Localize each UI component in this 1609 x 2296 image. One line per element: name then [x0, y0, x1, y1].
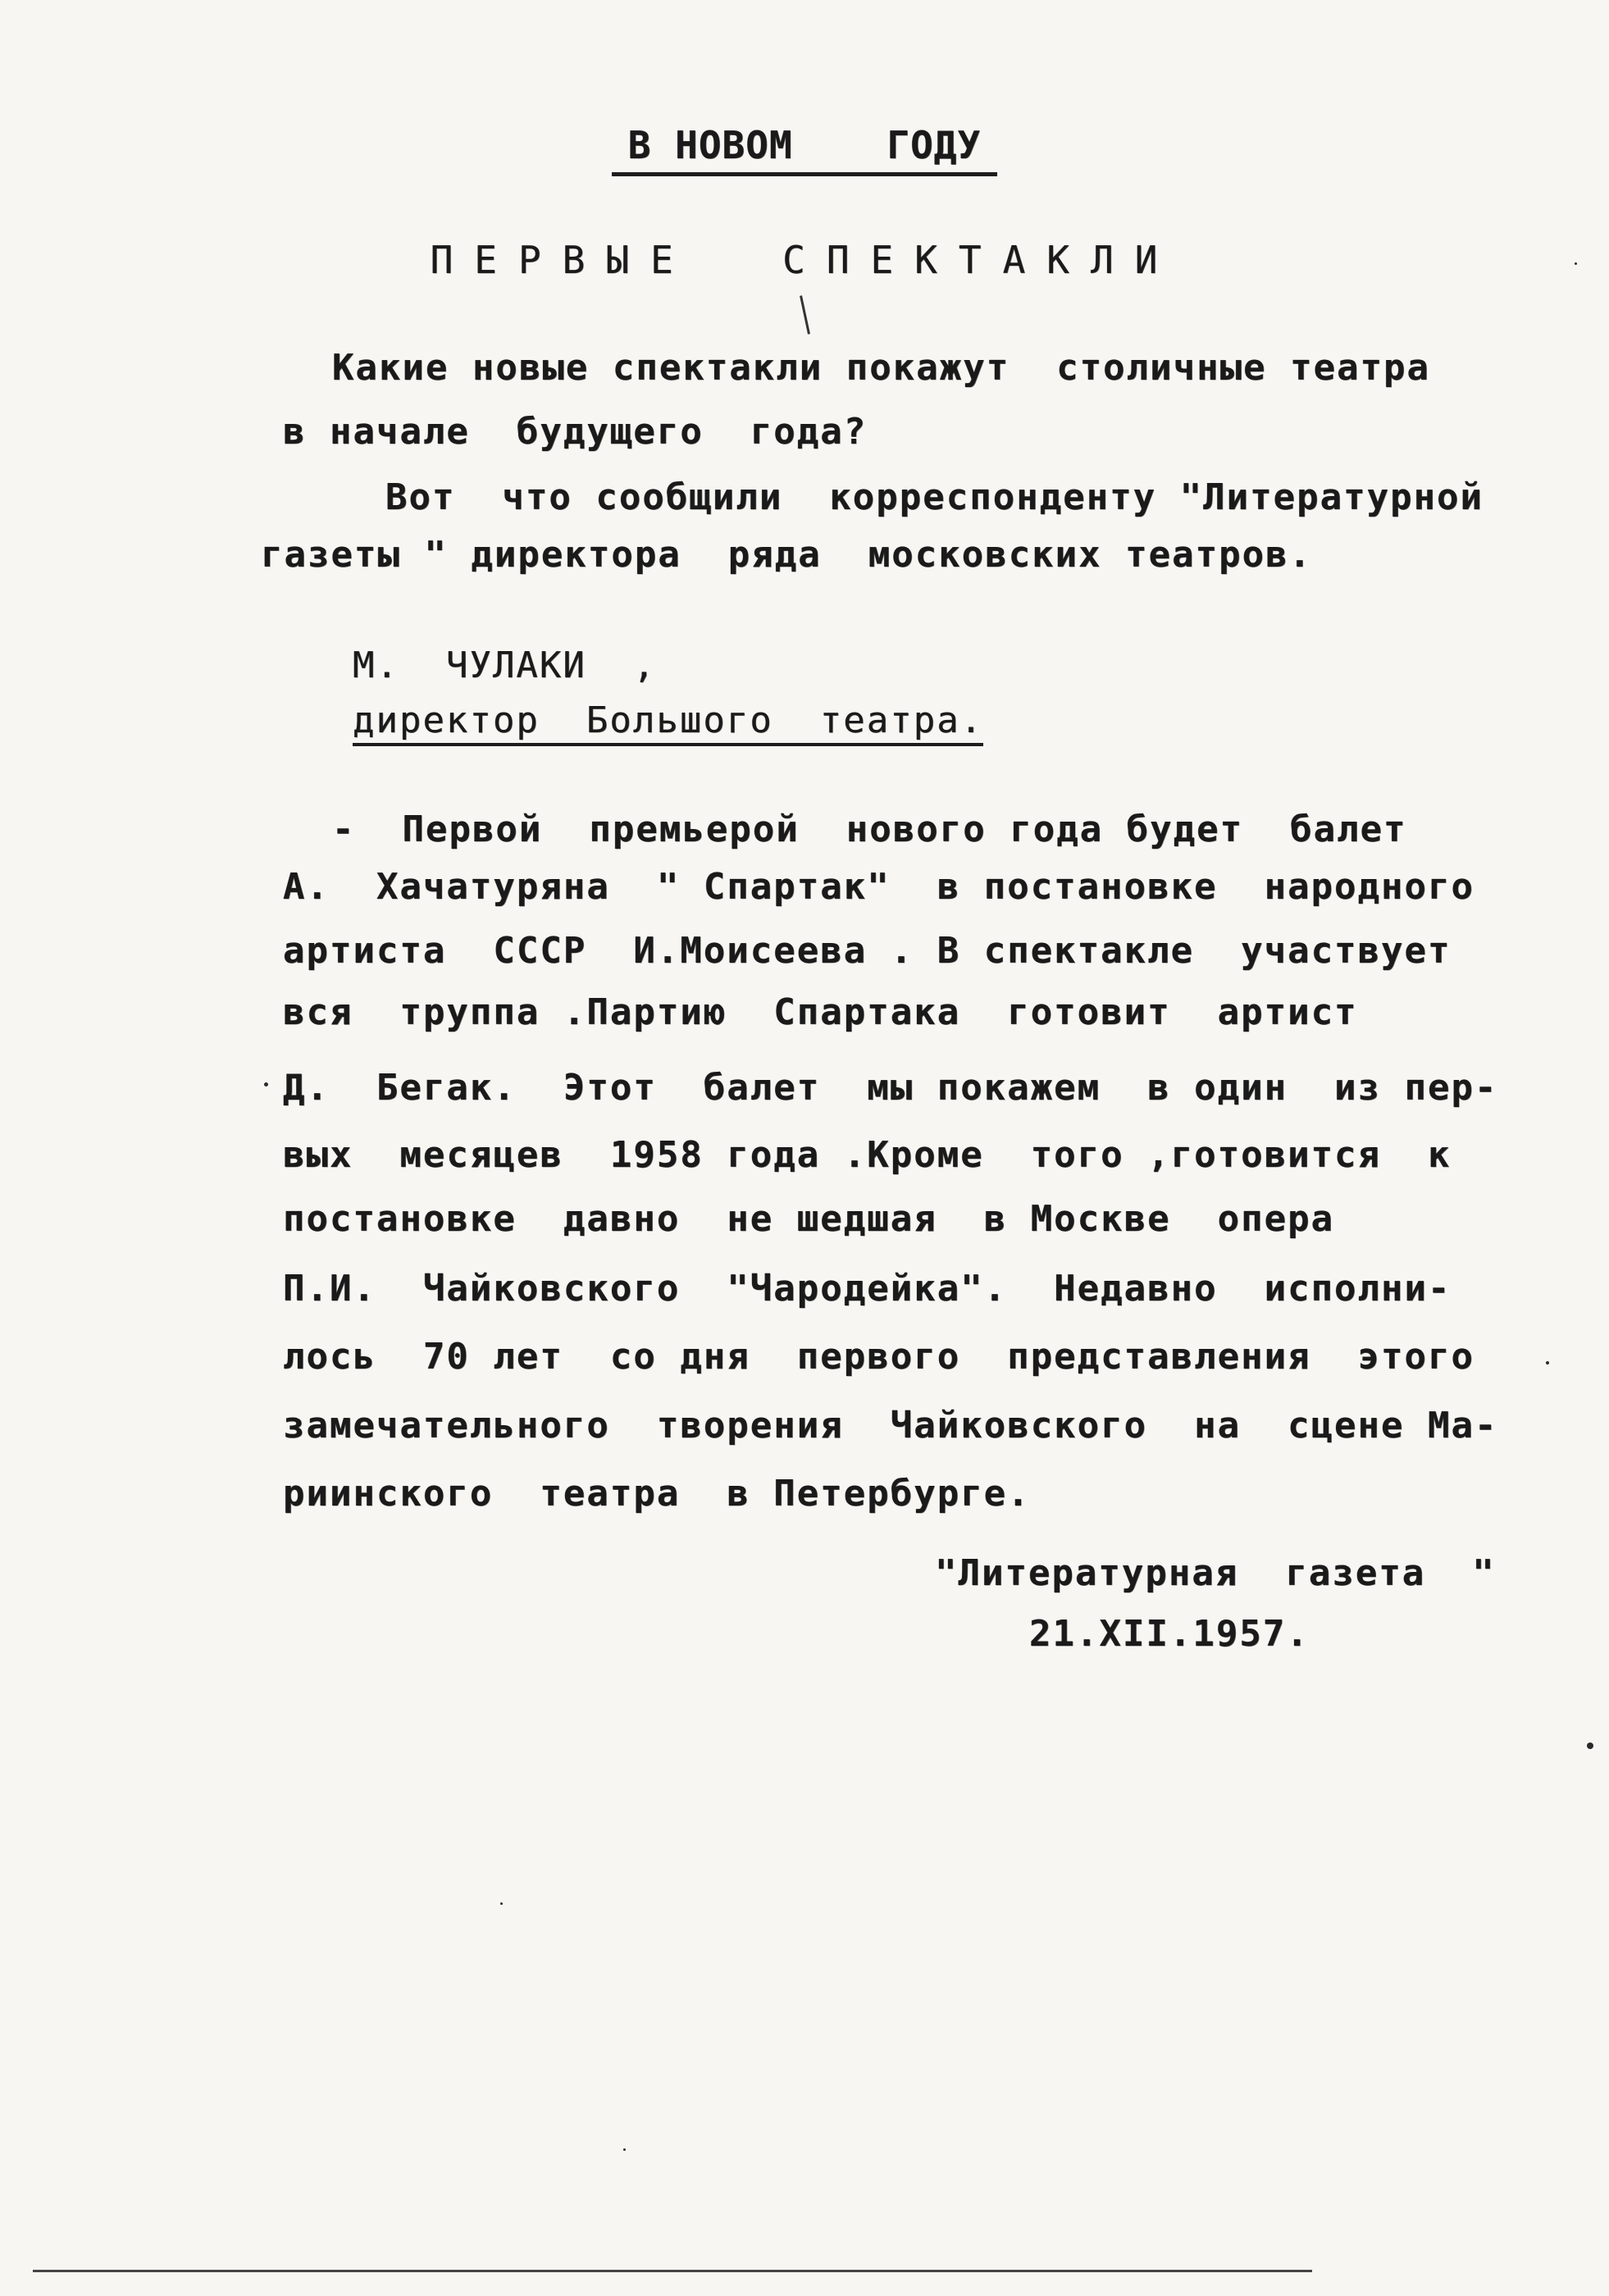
page-heading [0, 123, 1609, 176]
body-line: вых месяцев 1958 года .Кроме того ,готовится к [283, 1134, 1452, 1176]
body-line: лось 70 лет со дня первого представления этого [283, 1336, 1475, 1378]
paper-speck [1575, 262, 1577, 265]
body-line: замечательного творения Чайковского на сцене Ма- [283, 1405, 1498, 1446]
body-line: артиста СССР И.Моисеева . В спектакле участвует [283, 930, 1452, 972]
paper-speck [500, 1902, 503, 1905]
body-line: П.И. Чайковского "Чародейка". Недавно исполни- [283, 1268, 1452, 1310]
intro-line: Какие новые спектакли покажут столичные театра [332, 347, 1431, 389]
intro-line: Вот что сообщили корреспонденту "Литературной [385, 476, 1484, 518]
intro-line: в начале будущего года? [283, 411, 868, 453]
author-title-text: директор Большого театра. [353, 699, 983, 746]
body-line: постановке давно не шедшая в Москве опера [283, 1198, 1335, 1240]
paper-speck [1546, 1361, 1549, 1364]
bottom-rule [33, 2270, 1312, 2272]
paper-speck [1587, 1742, 1593, 1749]
body-line: А. Хачатуряна " Спартак" в постановке народного [283, 866, 1475, 908]
intro-line: газеты " директора ряда московских театров. [261, 534, 1313, 576]
author-title [353, 699, 983, 743]
body-line: вся труппа .Партию Спартака готовит артист [283, 991, 1358, 1033]
paper-speck [623, 2148, 626, 2151]
pencil-mark [800, 295, 810, 335]
body-line: риинского театра в Петербурге. [283, 1473, 1031, 1515]
source-date: 21.XII.1957. [1029, 1613, 1310, 1655]
page-heading-text: В НОВОМ ГОДУ [612, 123, 997, 176]
body-line: - Первой премьерой нового года будет балет [332, 809, 1407, 850]
body-line: Д. Бегак. Этот балет мы покажем в один из пер- [283, 1067, 1498, 1109]
author-name: М. ЧУЛАКИ , [353, 645, 657, 686]
page-subheading: ПЕРВЫЕ СПЕКТАКЛИ [430, 238, 1179, 282]
source-publication: "Литературная газета " [935, 1552, 1496, 1594]
paper-speck [264, 1082, 268, 1086]
